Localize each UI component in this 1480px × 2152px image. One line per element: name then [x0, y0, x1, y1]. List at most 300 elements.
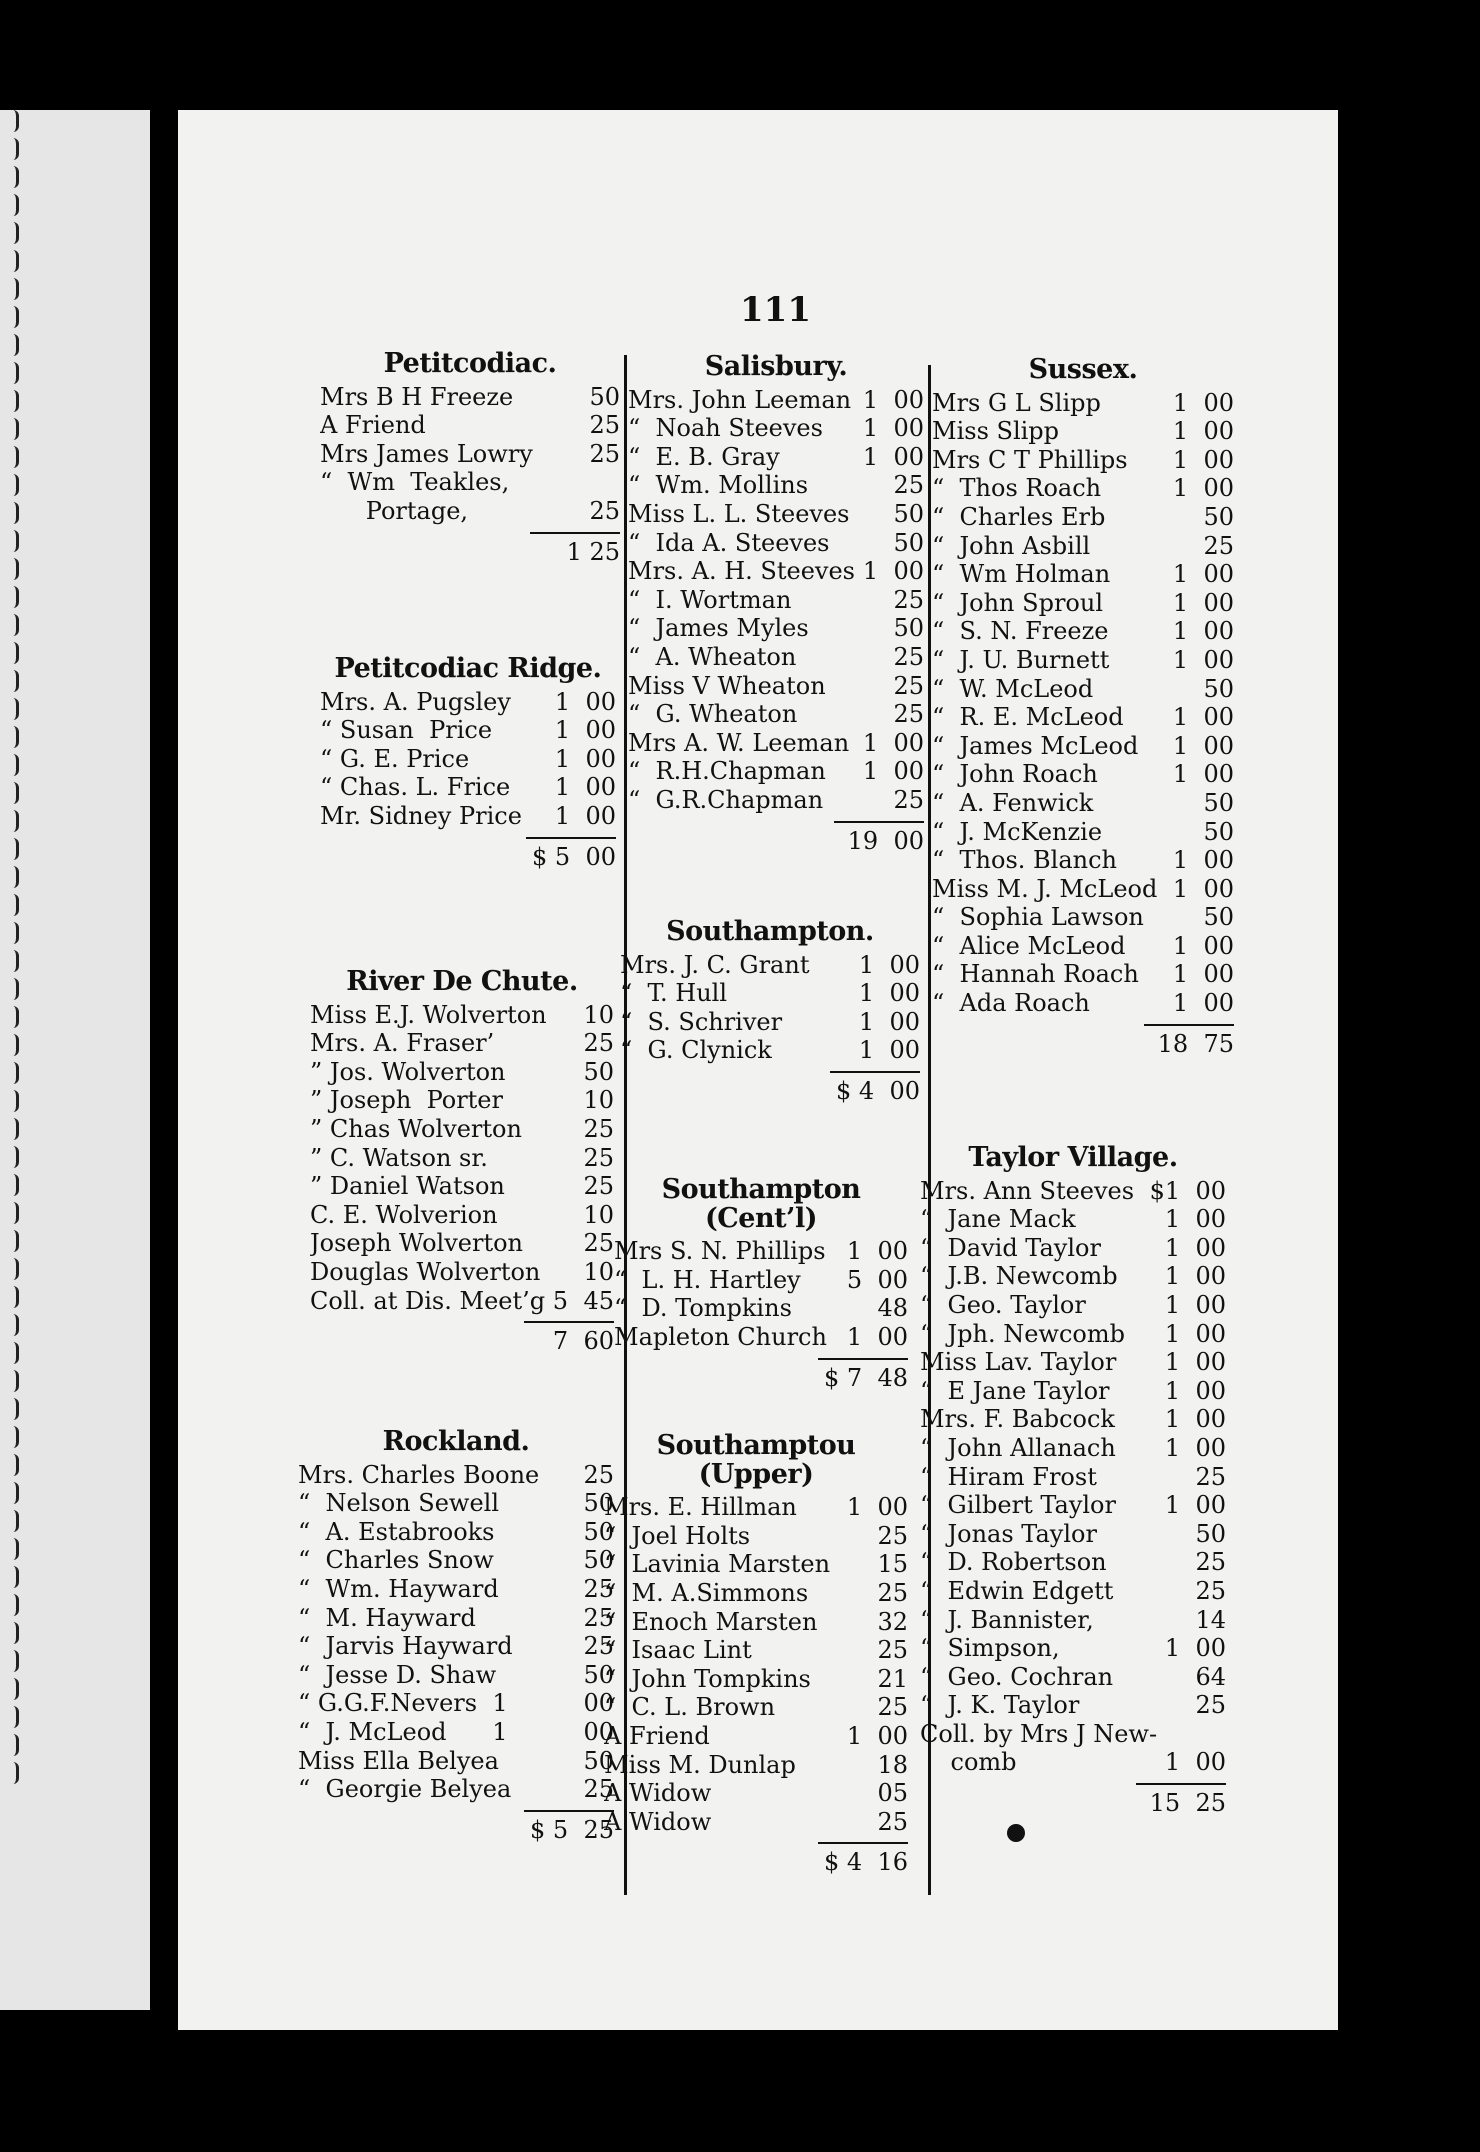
entry-row [932, 474, 1234, 503]
contributor-name: Mrs. A. Fraser’ [310, 1029, 495, 1058]
contributor-name: “ Jph. Newcomb [920, 1319, 1125, 1348]
entry-row [298, 1747, 614, 1776]
total-rule [524, 1321, 614, 1323]
contribution-amount: 1 00 [1172, 846, 1234, 875]
entry-row [614, 1266, 908, 1295]
entry-row [932, 503, 1234, 532]
contributor-name: “ D. Robertson [920, 1548, 1107, 1577]
entry-row [320, 688, 616, 717]
entry-row [310, 1201, 614, 1230]
contribution-amount: 1 00 [554, 801, 616, 830]
contribution-amount: 1 00 [1172, 960, 1234, 989]
contributor-name: Mrs. A. H. Steeves [628, 557, 855, 586]
contribution-amount: 1 00 [1172, 588, 1234, 617]
entry-row [298, 1546, 614, 1575]
contribution-amount: 25 [893, 785, 924, 814]
contribution-amount: 50 [1203, 817, 1234, 846]
contribution-amount: 10 [583, 1086, 614, 1115]
entry-row [310, 1115, 614, 1144]
entry-row [932, 789, 1234, 818]
entry-row [604, 1665, 908, 1694]
contributor-name: “ M. Hayward [298, 1603, 476, 1632]
entry-row [298, 1604, 614, 1633]
contributor-name: ” Chas Wolverton [310, 1114, 522, 1143]
contribution-amount: 50 [1203, 788, 1234, 817]
contributor-name: “ J. K. Taylor [920, 1691, 1080, 1720]
section-total: 18 75 [1157, 1029, 1234, 1058]
entry-row [920, 1720, 1226, 1749]
contribution-amount: 25 [1195, 1576, 1226, 1605]
contributor-name: “ M. A.Simmons [604, 1578, 809, 1607]
contributor-name: “ J.B. Newcomb [920, 1262, 1118, 1291]
contributor-name: “ Jonas Taylor [920, 1519, 1097, 1548]
entry-row [628, 786, 924, 815]
contribution-amount: 1 00 [1164, 1290, 1226, 1319]
section-sussex [932, 356, 1234, 1058]
contributor-name: “ Chas. L. Frice [320, 773, 511, 802]
entry-row [628, 557, 924, 586]
contributor-name: “ Lavinia Marsten [604, 1550, 831, 1579]
contributor-name: “ Gilbert Taylor [920, 1491, 1116, 1520]
entry-row [298, 1632, 614, 1661]
entry-row [298, 1718, 614, 1747]
contributor-name: “ Ida A. Steeves [628, 528, 830, 557]
section-total: $ 4 16 [824, 1848, 908, 1877]
contribution-amount: 50 [583, 1660, 614, 1689]
section-total: 15 25 [1149, 1789, 1226, 1818]
contribution-amount: 1 00 [1172, 931, 1234, 960]
section-title: Sussex. [1028, 354, 1138, 385]
entry-row [932, 417, 1234, 446]
contribution-amount: 50 [583, 1057, 614, 1086]
contribution-amount: 1 00 [1164, 1634, 1226, 1663]
entry-row [920, 1748, 1226, 1777]
contribution-amount: 25 [583, 1632, 614, 1661]
entry-row [604, 1522, 908, 1551]
entry-row [320, 411, 620, 440]
contributor-name: Mrs. E. Hillman [604, 1493, 797, 1522]
contributor-name: “ John Tompkins [604, 1664, 811, 1693]
section-southampton-upper [604, 1432, 908, 1877]
entry-row [932, 818, 1234, 847]
contributor-name: “ Joel Holts [604, 1521, 751, 1550]
entry-row [932, 703, 1234, 732]
entry-row [920, 1377, 1226, 1406]
contribution-amount: 25 [589, 411, 620, 440]
entry-row [932, 875, 1234, 904]
contributor-name: “ David Taylor [920, 1233, 1101, 1262]
contribution-amount: 1 00 [1172, 417, 1234, 446]
section-petitcodiac-ridge [320, 655, 616, 871]
contribution-amount: 25 [893, 585, 924, 614]
entry-row [614, 1323, 908, 1352]
contributor-name: “ Thos Roach [932, 474, 1102, 503]
contributor-name: “ Jesse D. Shaw [298, 1660, 497, 1689]
contributor-name: Miss Slipp [932, 417, 1060, 446]
total-rule [530, 532, 620, 534]
entry-row [932, 760, 1234, 789]
contribution-amount: 1 00 [846, 1322, 908, 1351]
contributor-name: “ Jane Mack [920, 1205, 1076, 1234]
total-rule [830, 1071, 920, 1073]
contribution-amount: 1 00 [1172, 617, 1234, 646]
entry-row [310, 1172, 614, 1201]
section-total: $ 7 48 [824, 1363, 908, 1392]
section-title: Southampton (Cent’l) [661, 1174, 861, 1234]
contribution-amount: 32 [877, 1607, 908, 1636]
contributor-name: Mr. Sidney Price [320, 801, 522, 830]
entry-row [604, 1608, 908, 1637]
entry-row [932, 617, 1234, 646]
entry-row [298, 1575, 614, 1604]
contribution-amount: 1 00 [1164, 1748, 1226, 1777]
contribution-amount: 1 00 [862, 757, 924, 786]
contributor-name: Portage, [320, 496, 469, 525]
contribution-amount: 1 00 [1172, 445, 1234, 474]
entry-row [932, 532, 1234, 561]
contribution-amount: 05 [877, 1779, 908, 1808]
contribution-amount: 25 [877, 1807, 908, 1836]
entry-row [604, 1579, 908, 1608]
section-title: Southampton. [666, 916, 874, 947]
contribution-amount: 25 [583, 1603, 614, 1632]
total-rule [818, 1842, 908, 1844]
contribution-amount: 1 00 [1172, 560, 1234, 589]
contribution-amount: 50 [893, 528, 924, 557]
contribution-amount: 10 [583, 1000, 614, 1029]
contribution-amount: 1 00 [862, 414, 924, 443]
page-number: 111 [740, 290, 811, 330]
contribution-amount: 25 [893, 642, 924, 671]
entry-row [320, 773, 616, 802]
contribution-amount: 25 [583, 1775, 614, 1804]
contributor-name: “ John Roach [932, 760, 1098, 789]
contributor-name: Miss V Wheaton [628, 671, 826, 700]
contributor-name: “ J. U. Burnett [932, 645, 1110, 674]
entry-row [298, 1775, 614, 1804]
contributor-name: ” C. Watson sr. [310, 1143, 488, 1172]
contribution-amount: 45 [583, 1286, 614, 1315]
entry-row [320, 802, 616, 831]
entry-row [920, 1434, 1226, 1463]
contribution-amount: 1 00 [1164, 1405, 1226, 1434]
contributor-name: Mrs. F. Babcock [920, 1405, 1115, 1434]
entry-row [920, 1177, 1226, 1206]
contribution-amount: 1 00 [858, 1036, 920, 1065]
section-taylor-village [920, 1144, 1226, 1818]
contributor-name: “ S. Schriver [620, 1007, 783, 1036]
contribution-amount: 1 00 [554, 716, 616, 745]
section-title: Salisbury. [704, 351, 848, 382]
contribution-amount: 50 [1203, 903, 1234, 932]
contributor-name: “ John Allanach [920, 1433, 1116, 1462]
contribution-amount: 1 00 [858, 950, 920, 979]
entry-row [628, 614, 924, 643]
contribution-amount: 25 [583, 1029, 614, 1058]
contribution-amount: 00 [583, 1717, 614, 1746]
entry-row [920, 1463, 1226, 1492]
entry-row [320, 440, 620, 469]
contributor-name: “ Thos. Blanch [932, 846, 1117, 875]
contribution-amount: 50 [583, 1489, 614, 1518]
contribution-amount: 25 [893, 700, 924, 729]
section-title: Taylor Village. [968, 1142, 1178, 1173]
contribution-amount: 1 00 [1172, 703, 1234, 732]
entry-row [628, 500, 924, 529]
contributor-name: “ Charles Erb [932, 502, 1106, 531]
contributor-name: “ James Myles [628, 614, 809, 643]
contributor-name: Mrs A. W. Leeman [628, 728, 850, 757]
section-southampton-centl [614, 1176, 908, 1392]
contributor-name: A Friend [604, 1721, 710, 1750]
contributor-name: ” Joseph Porter [310, 1086, 503, 1115]
section-total: $ 4 00 [836, 1076, 920, 1105]
contributor-name: ” Jos. Wolverton [310, 1057, 506, 1086]
contribution-amount: 15 [877, 1550, 908, 1579]
contribution-amount: 25 [877, 1636, 908, 1665]
contributor-name: Miss M. J. McLeod [932, 874, 1158, 903]
contribution-amount: 25 [583, 1460, 614, 1489]
entry-row [920, 1691, 1226, 1720]
contributor-name: “ S. N. Freeze [932, 617, 1109, 646]
contributor-name: Coll. at Dis. Meet’g 5 [310, 1286, 569, 1315]
entry-row [628, 729, 924, 758]
entry-row [920, 1634, 1226, 1663]
contributor-name: Mrs G L Slipp [932, 388, 1101, 417]
contributor-name: “ I. Wortman [628, 585, 792, 614]
contribution-amount: 1 00 [1164, 1491, 1226, 1520]
entry-row [604, 1751, 908, 1780]
contribution-amount: 50 [893, 614, 924, 643]
contributor-name: “ R.H.Chapman [628, 757, 826, 786]
entry-row [932, 446, 1234, 475]
contribution-amount: 50 [1195, 1519, 1226, 1548]
total-rule [1136, 1783, 1226, 1785]
contribution-amount: 1 00 [1172, 645, 1234, 674]
contributor-name: “ J. McKenzie [932, 817, 1103, 846]
entry-row [920, 1606, 1226, 1635]
entry-row [920, 1234, 1226, 1263]
contribution-amount: 50 [893, 499, 924, 528]
contribution-amount: 25 [583, 1114, 614, 1143]
contribution-amount: 1 00 [846, 1721, 908, 1750]
contribution-amount: 1 00 [1172, 474, 1234, 503]
entry-row [932, 960, 1234, 989]
contribution-amount: 25 [1203, 531, 1234, 560]
contributor-name: “ L. H. Hartley [614, 1265, 801, 1294]
contribution-amount: 25 [583, 1229, 614, 1258]
section-total: $ 5 25 [530, 1815, 614, 1844]
contribution-amount: 00 [583, 1689, 614, 1718]
contributor-name: Coll. by Mrs J New- [920, 1719, 1158, 1748]
section-title: Petitcodiac. [383, 348, 557, 379]
entry-row [932, 589, 1234, 618]
entry-row [620, 979, 920, 1008]
contribution-amount: 48 [877, 1294, 908, 1323]
entry-row [298, 1689, 614, 1718]
entry-row [628, 414, 924, 443]
contribution-amount: 1 00 [862, 442, 924, 471]
entry-row [310, 1229, 614, 1258]
entry-row [604, 1493, 908, 1522]
entry-row [628, 586, 924, 615]
contributor-name: Miss Ella Belyea [298, 1746, 499, 1775]
entry-row [628, 386, 924, 415]
contribution-amount: 1 00 [862, 728, 924, 757]
contribution-amount: 10 [583, 1257, 614, 1286]
contributor-name: “ A. Estabrooks [298, 1517, 495, 1546]
contributor-name: Mrs. Ann Steeves [920, 1176, 1135, 1205]
contribution-amount: 1 00 [1172, 989, 1234, 1018]
contributor-name: “ Ada Roach [932, 989, 1090, 1018]
entry-row [604, 1722, 908, 1751]
contributor-name: “ G.R.Chapman [628, 785, 824, 814]
contribution-amount: 50 [583, 1546, 614, 1575]
entry-row [920, 1291, 1226, 1320]
contribution-amount: 21 [877, 1664, 908, 1693]
entry-row [932, 732, 1234, 761]
contribution-amount: 1 00 [1164, 1433, 1226, 1462]
entry-row [620, 1008, 920, 1037]
entry-row [628, 643, 924, 672]
contributor-name: “ Hiram Frost [920, 1462, 1097, 1491]
contributor-name: Mrs. J. C. Grant [620, 950, 810, 979]
contributor-name: “ Susan Price [320, 716, 493, 745]
entry-row [604, 1636, 908, 1665]
entry-row [310, 1029, 614, 1058]
contribution-amount: 25 [589, 439, 620, 468]
contributor-name: “ G.G.F.Nevers 1 [298, 1689, 508, 1718]
contributor-name: Mrs S. N. Phillips [614, 1237, 826, 1266]
contributor-name: “ Nelson Sewell [298, 1489, 499, 1518]
contribution-amount: 25 [893, 471, 924, 500]
contribution-amount: 1 00 [1172, 874, 1234, 903]
contributor-name: “ D. Tompkins [614, 1294, 792, 1323]
contributor-name: “ E Jane Taylor [920, 1376, 1110, 1405]
entry-row [628, 443, 924, 472]
section-title: Petitcodiac Ridge. [334, 653, 602, 684]
entry-row [320, 497, 620, 526]
contribution-amount: 25 [877, 1578, 908, 1607]
contributor-name: Miss E.J. Wolverton [310, 1000, 547, 1029]
contribution-amount: 50 [1203, 674, 1234, 703]
entry-row [298, 1489, 614, 1518]
contributor-name: “ E. B. Gray [628, 442, 780, 471]
contributor-name: “ Alice McLeod [932, 931, 1126, 960]
contributor-name: “ Geo. Cochran [920, 1662, 1114, 1691]
entry-row [932, 989, 1234, 1018]
entry-row [614, 1294, 908, 1323]
entry-row [628, 757, 924, 786]
entry-row [298, 1518, 614, 1547]
entry-row [920, 1205, 1226, 1234]
contributor-name: “ Wm. Hayward [298, 1574, 499, 1603]
contribution-amount: 25 [877, 1521, 908, 1550]
contribution-amount: 1 00 [858, 1007, 920, 1036]
contribution-amount: 18 [877, 1750, 908, 1779]
contributor-name: A Widow [604, 1779, 712, 1808]
contributor-name: Miss L. L. Steeves [628, 499, 850, 528]
page-edge-marks [8, 110, 18, 2010]
contributor-name: Miss Lav. Taylor [920, 1348, 1117, 1377]
contributor-name: “ Hannah Roach [932, 960, 1139, 989]
contributor-name: “ Charles Snow [298, 1546, 494, 1575]
entry-row [604, 1808, 908, 1837]
entry-row [920, 1548, 1226, 1577]
entry-row [620, 1036, 920, 1065]
contributor-name: “ J. Bannister, [920, 1605, 1094, 1634]
entry-row [932, 903, 1234, 932]
contributor-name: “ J. McLeod 1 [298, 1717, 508, 1746]
contributor-name: “ A. Fenwick [932, 788, 1094, 817]
total-rule [818, 1358, 908, 1360]
entry-row [298, 1461, 614, 1490]
contributor-name: A Widow [604, 1807, 712, 1836]
section-title: Southamptou (Upper) [656, 1430, 856, 1490]
contributor-name: “ Wm Holman [932, 560, 1111, 589]
contribution-amount: 1 00 [862, 557, 924, 586]
contribution-amount: 25 [583, 1143, 614, 1172]
entry-row [310, 1258, 614, 1287]
contributor-name: “ James McLeod [932, 731, 1139, 760]
contributor-name: Douglas Wolverton [310, 1257, 541, 1286]
contributor-name: Mrs. Charles Boone [298, 1460, 540, 1489]
contributor-name: “ Simpson, [920, 1634, 1060, 1663]
contribution-amount: 25 [1195, 1691, 1226, 1720]
entry-row [628, 471, 924, 500]
contributor-name: Mrs James Lowry [320, 439, 533, 468]
section-salisbury [628, 353, 924, 855]
entry-row [310, 1144, 614, 1173]
contribution-amount: 25 [583, 1172, 614, 1201]
contribution-amount: 25 [583, 1574, 614, 1603]
contributor-name: “ Geo. Taylor [920, 1290, 1086, 1319]
contributor-name: “ Georgie Belyea [298, 1775, 512, 1804]
total-rule [526, 837, 616, 839]
entry-row [920, 1663, 1226, 1692]
contribution-amount: 1 00 [846, 1493, 908, 1522]
contribution-amount: 64 [1195, 1662, 1226, 1691]
total-rule [834, 821, 924, 823]
contributor-name: “ G. Wheaton [628, 700, 798, 729]
entry-row [920, 1348, 1226, 1377]
contributor-name: C. E. Wolverion [310, 1200, 498, 1229]
contributor-name: Mrs B H Freeze [320, 382, 514, 411]
entry-row [932, 675, 1234, 704]
contributor-name: “ R. E. McLeod [932, 703, 1124, 732]
entry-row [298, 1661, 614, 1690]
contribution-amount: 25 [1195, 1462, 1226, 1491]
section-total: 1 25 [566, 537, 620, 566]
contribution-amount: 1 00 [1164, 1319, 1226, 1348]
contribution-amount: 1 00 [554, 744, 616, 773]
section-total: $ 5 00 [532, 842, 616, 871]
contribution-amount: 1 00 [1164, 1262, 1226, 1291]
contributor-name: Mrs. A. Pugsley [320, 687, 511, 716]
contributor-name: Joseph Wolverton [310, 1229, 523, 1258]
entry-row [628, 672, 924, 701]
facing-page-edge [0, 110, 150, 2010]
contribution-amount: 1 00 [1172, 388, 1234, 417]
contributor-name: Miss M. Dunlap [604, 1750, 796, 1779]
contributor-name: ” Daniel Watson [310, 1172, 505, 1201]
contribution-amount: 25 [1195, 1548, 1226, 1577]
section-total: 19 00 [847, 826, 924, 855]
contribution-amount: 50 [1203, 502, 1234, 531]
contributor-name: comb [920, 1748, 1017, 1777]
contributor-name: Mrs. John Leeman [628, 385, 852, 414]
contributor-name: “ Jarvis Hayward [298, 1632, 513, 1661]
